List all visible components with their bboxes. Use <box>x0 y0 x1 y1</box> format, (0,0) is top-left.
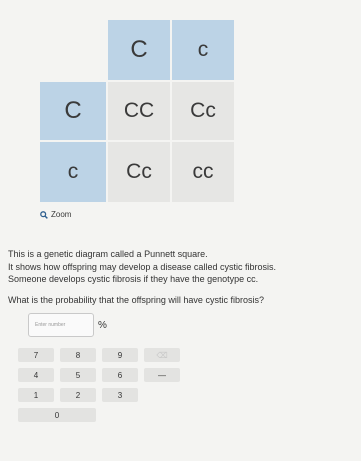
answer-row <box>28 313 107 337</box>
punnett-square <box>40 20 234 202</box>
question-text: What is the probability that the offspring will have cystic fibrosis? <box>8 295 264 305</box>
key-8[interactable]: 8 <box>60 348 96 362</box>
key-6[interactable]: 6 <box>102 368 138 382</box>
offspring-cell: Cc <box>172 82 234 140</box>
key-7[interactable]: 7 <box>18 348 54 362</box>
backspace-key[interactable]: ⌫ <box>144 348 180 362</box>
answer-input[interactable] <box>28 313 94 337</box>
description-text <box>8 248 358 286</box>
key-2[interactable]: 2 <box>60 388 96 402</box>
column-header-2: c <box>172 20 234 80</box>
column-header-1: C <box>108 20 170 80</box>
punnett-corner <box>40 20 106 80</box>
key-0[interactable]: 0 <box>18 408 96 422</box>
magnifier-icon <box>40 211 48 219</box>
row-header-2: c <box>40 142 106 202</box>
zoom-button[interactable] <box>40 210 71 219</box>
key-5[interactable]: 5 <box>60 368 96 382</box>
percent-unit: % <box>98 319 107 331</box>
description-line: Someone develops cystic fibrosis if they have the genotype cc. <box>8 274 259 284</box>
description-line: This is a genetic diagram called a Punnett square. <box>8 249 208 259</box>
key-3[interactable]: 3 <box>102 388 138 402</box>
offspring-cell: cc <box>172 142 234 202</box>
zoom-label: Zoom <box>51 210 72 219</box>
key-4[interactable]: 4 <box>18 368 54 382</box>
offspring-cell: CC <box>108 82 170 140</box>
key-1[interactable]: 1 <box>18 388 54 402</box>
key-9[interactable]: 9 <box>102 348 138 362</box>
offspring-cell: Cc <box>108 142 170 202</box>
minus-key[interactable]: — <box>144 368 180 382</box>
row-header-1: C <box>40 82 106 140</box>
description-line: It shows how offspring may develop a disease called cystic fibrosis. <box>8 261 276 272</box>
